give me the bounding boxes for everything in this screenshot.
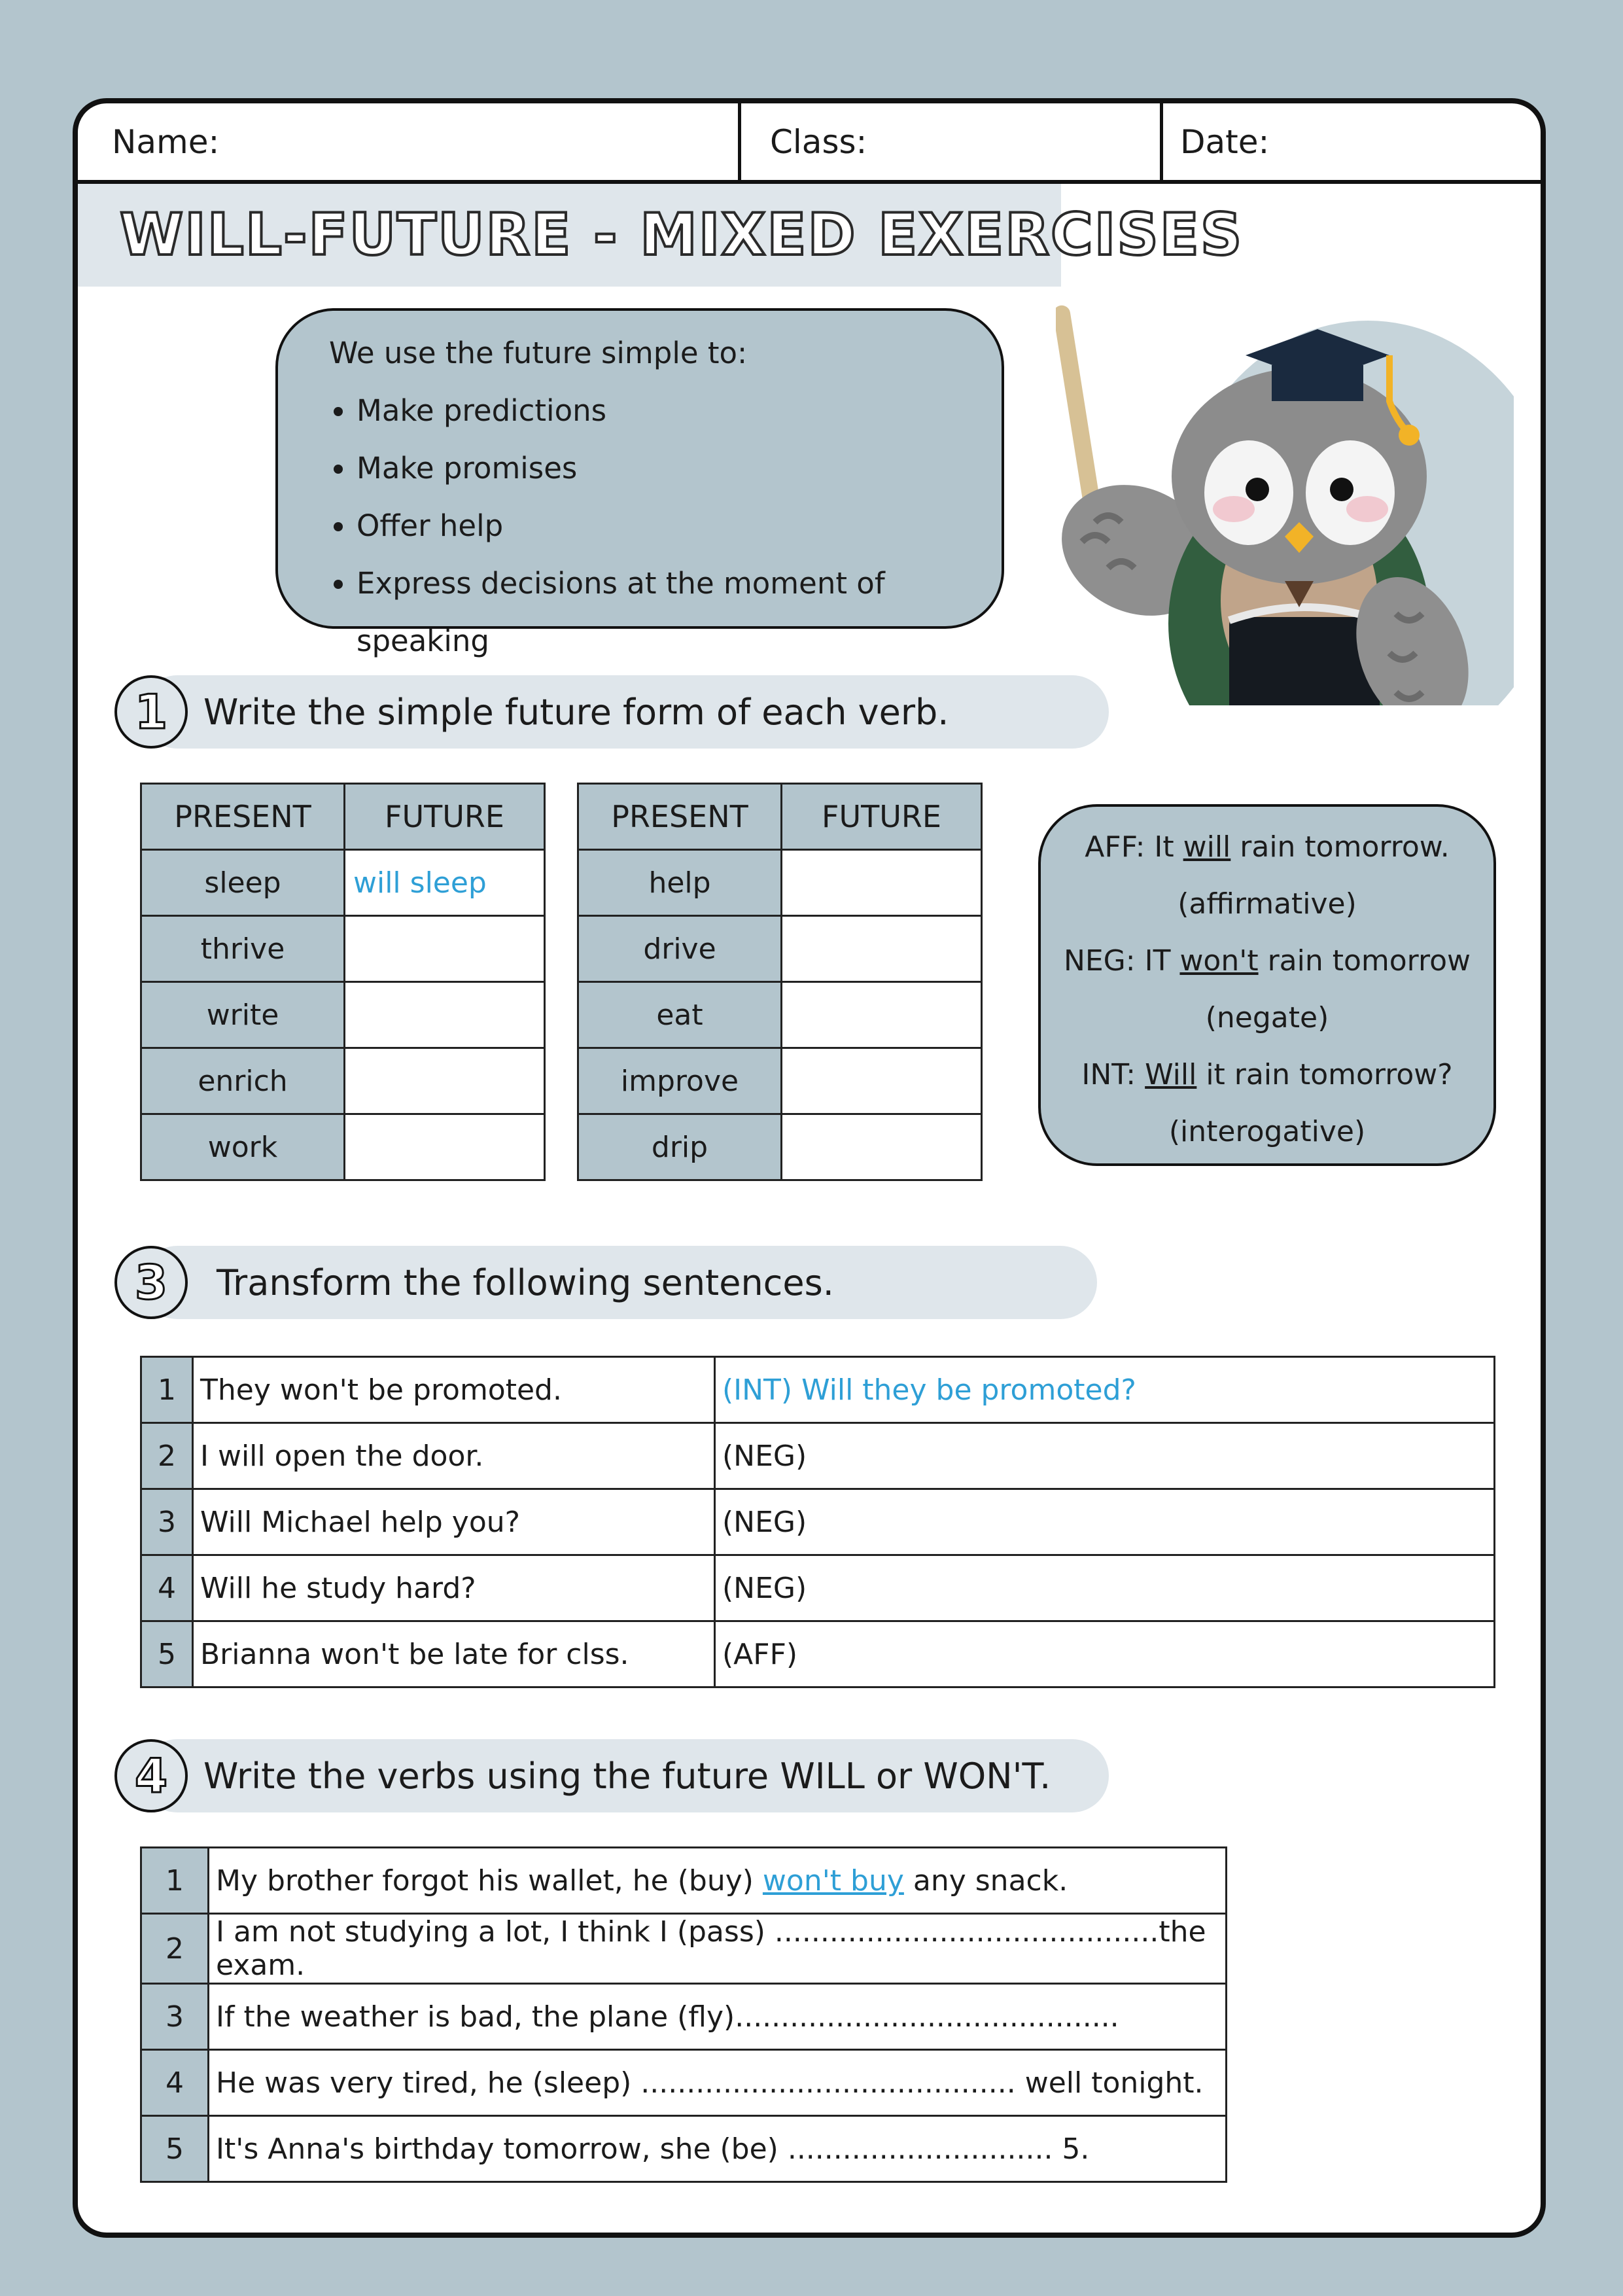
future-answer[interactable] <box>782 850 982 916</box>
section-number: 3 <box>114 1246 188 1319</box>
divider <box>738 103 741 180</box>
table-row <box>141 1555 1495 1621</box>
page-title: WILL-FUTURE - MIXED EXERCISES <box>120 201 1244 268</box>
sentence[interactable]: He was very tired, he (sleep) ......................................... well tonight. <box>209 2050 1227 2116</box>
table-row <box>141 1423 1495 1489</box>
present-verb: work <box>141 1114 345 1180</box>
section-instruction: Write the simple future form of each verb. <box>203 691 949 733</box>
row-number: 4 <box>141 1555 193 1621</box>
present-verb: drip <box>578 1114 782 1180</box>
date-label: Date: <box>1180 122 1270 161</box>
col-present: PRESENT <box>578 784 782 850</box>
section-number: 4 <box>114 1739 188 1812</box>
answer-field[interactable]: (AFF) <box>715 1621 1495 1687</box>
sentence: Brianna won't be late for clss. <box>193 1621 715 1687</box>
present-verb: drive <box>578 916 782 982</box>
table-row <box>141 1984 1227 2050</box>
table-row <box>141 1621 1495 1687</box>
future-answer[interactable] <box>782 916 982 982</box>
table-row <box>141 1357 1495 1423</box>
table-row <box>141 1848 1227 1914</box>
answer-field[interactable]: won't buy <box>762 1863 904 1898</box>
int-note: (interogative) <box>1168 1115 1366 1148</box>
table-row <box>141 982 545 1048</box>
table-row <box>578 1114 982 1180</box>
list-item: • Offer help <box>357 497 1002 555</box>
present-verb: eat <box>578 982 782 1048</box>
table-row <box>141 850 545 916</box>
row-number: 3 <box>141 1984 209 2050</box>
row-number: 5 <box>141 1621 193 1687</box>
sentence: My brother forgot his wallet, he (buy) won't buy any snack. <box>209 1848 1227 1914</box>
list-item: • Express decisions at the moment of speaking <box>357 555 1002 670</box>
table-row <box>141 2050 1227 2116</box>
aff-note: (affirmative) <box>1178 887 1357 921</box>
row-number: 1 <box>141 1848 209 1914</box>
section-4-header <box>114 1739 1109 1812</box>
table-row <box>141 916 545 982</box>
present-verb: enrich <box>141 1048 345 1114</box>
sentence: Will Michael help you? <box>193 1489 715 1555</box>
future-answer[interactable] <box>782 982 982 1048</box>
section-instruction: Write the verbs using the future WILL or WON'T. <box>203 1755 1051 1797</box>
verb-table-right <box>577 783 983 1181</box>
future-answer[interactable] <box>345 982 545 1048</box>
info-bubble <box>275 308 1004 658</box>
table-row <box>141 1489 1495 1555</box>
present-verb: thrive <box>141 916 345 982</box>
list-item: • Make promises <box>357 440 1002 497</box>
future-answer[interactable] <box>345 1048 545 1114</box>
table-row <box>141 1114 545 1180</box>
info-list <box>329 382 1002 670</box>
list-item: • Make predictions <box>357 382 1002 440</box>
row-number: 5 <box>141 2116 209 2182</box>
int-line: INT: Will it rain tomorrow? <box>1081 1058 1453 1091</box>
table-row <box>141 1914 1227 1984</box>
header-row <box>78 103 1541 184</box>
aff-line: AFF: It will rain tomorrow. <box>1085 830 1450 864</box>
class-label: Class: <box>770 122 867 161</box>
table-row <box>141 1048 545 1114</box>
section-1-header <box>114 675 1109 749</box>
fill-in-table <box>140 1846 1227 2183</box>
present-verb: write <box>141 982 345 1048</box>
answer-field[interactable]: (NEG) <box>715 1489 1495 1555</box>
section-instruction: Transform the following sentences. <box>217 1262 834 1303</box>
divider <box>1160 103 1163 180</box>
future-answer[interactable] <box>345 916 545 982</box>
name-label: Name: <box>112 122 220 161</box>
info-lead: We use the future simple to: <box>329 336 748 370</box>
worksheet <box>73 98 1546 2238</box>
neg-line: NEG: IT won't rain tomorrow <box>1063 944 1471 978</box>
sentence[interactable]: If the weather is bad, the plane (fly).......................................... <box>209 1984 1227 2050</box>
present-verb: improve <box>578 1048 782 1114</box>
col-future: FUTURE <box>782 784 982 850</box>
transform-table <box>140 1356 1495 1688</box>
row-number: 2 <box>141 1423 193 1489</box>
future-answer[interactable] <box>782 1048 982 1114</box>
col-present: PRESENT <box>141 784 345 850</box>
row-number: 3 <box>141 1489 193 1555</box>
owl-teacher-icon <box>1056 234 1514 705</box>
neg-note: (negate) <box>1205 1001 1329 1034</box>
answer-field[interactable]: (NEG) <box>715 1423 1495 1489</box>
sentence: I will open the door. <box>193 1423 715 1489</box>
sentence[interactable]: I am not studying a lot, I think I (pass) ..........................................the exam. <box>209 1914 1227 1984</box>
table-row <box>578 850 982 916</box>
row-number: 4 <box>141 2050 209 2116</box>
table-row <box>578 982 982 1048</box>
grammar-box <box>1038 804 1496 1166</box>
row-number: 2 <box>141 1914 209 1984</box>
future-answer[interactable] <box>345 1114 545 1180</box>
col-future: FUTURE <box>345 784 545 850</box>
section-number: 1 <box>114 675 188 749</box>
present-verb: help <box>578 850 782 916</box>
answer-field[interactable]: (INT) Will they be promoted? <box>715 1357 1495 1423</box>
verb-table-left <box>140 783 546 1181</box>
future-answer[interactable] <box>782 1114 982 1180</box>
table-row <box>578 1048 982 1114</box>
row-number: 1 <box>141 1357 193 1423</box>
sentence: They won't be promoted. <box>193 1357 715 1423</box>
sentence[interactable]: It's Anna's birthday tomorrow, she (be) ............................. 5. <box>209 2116 1227 2182</box>
present-verb: sleep <box>141 850 345 916</box>
answer-field[interactable]: (NEG) <box>715 1555 1495 1621</box>
section-3-header <box>114 1246 1109 1319</box>
table-row <box>578 916 982 982</box>
future-answer[interactable]: will sleep <box>345 850 545 916</box>
sentence: Will he study hard? <box>193 1555 715 1621</box>
table-row <box>141 2116 1227 2182</box>
